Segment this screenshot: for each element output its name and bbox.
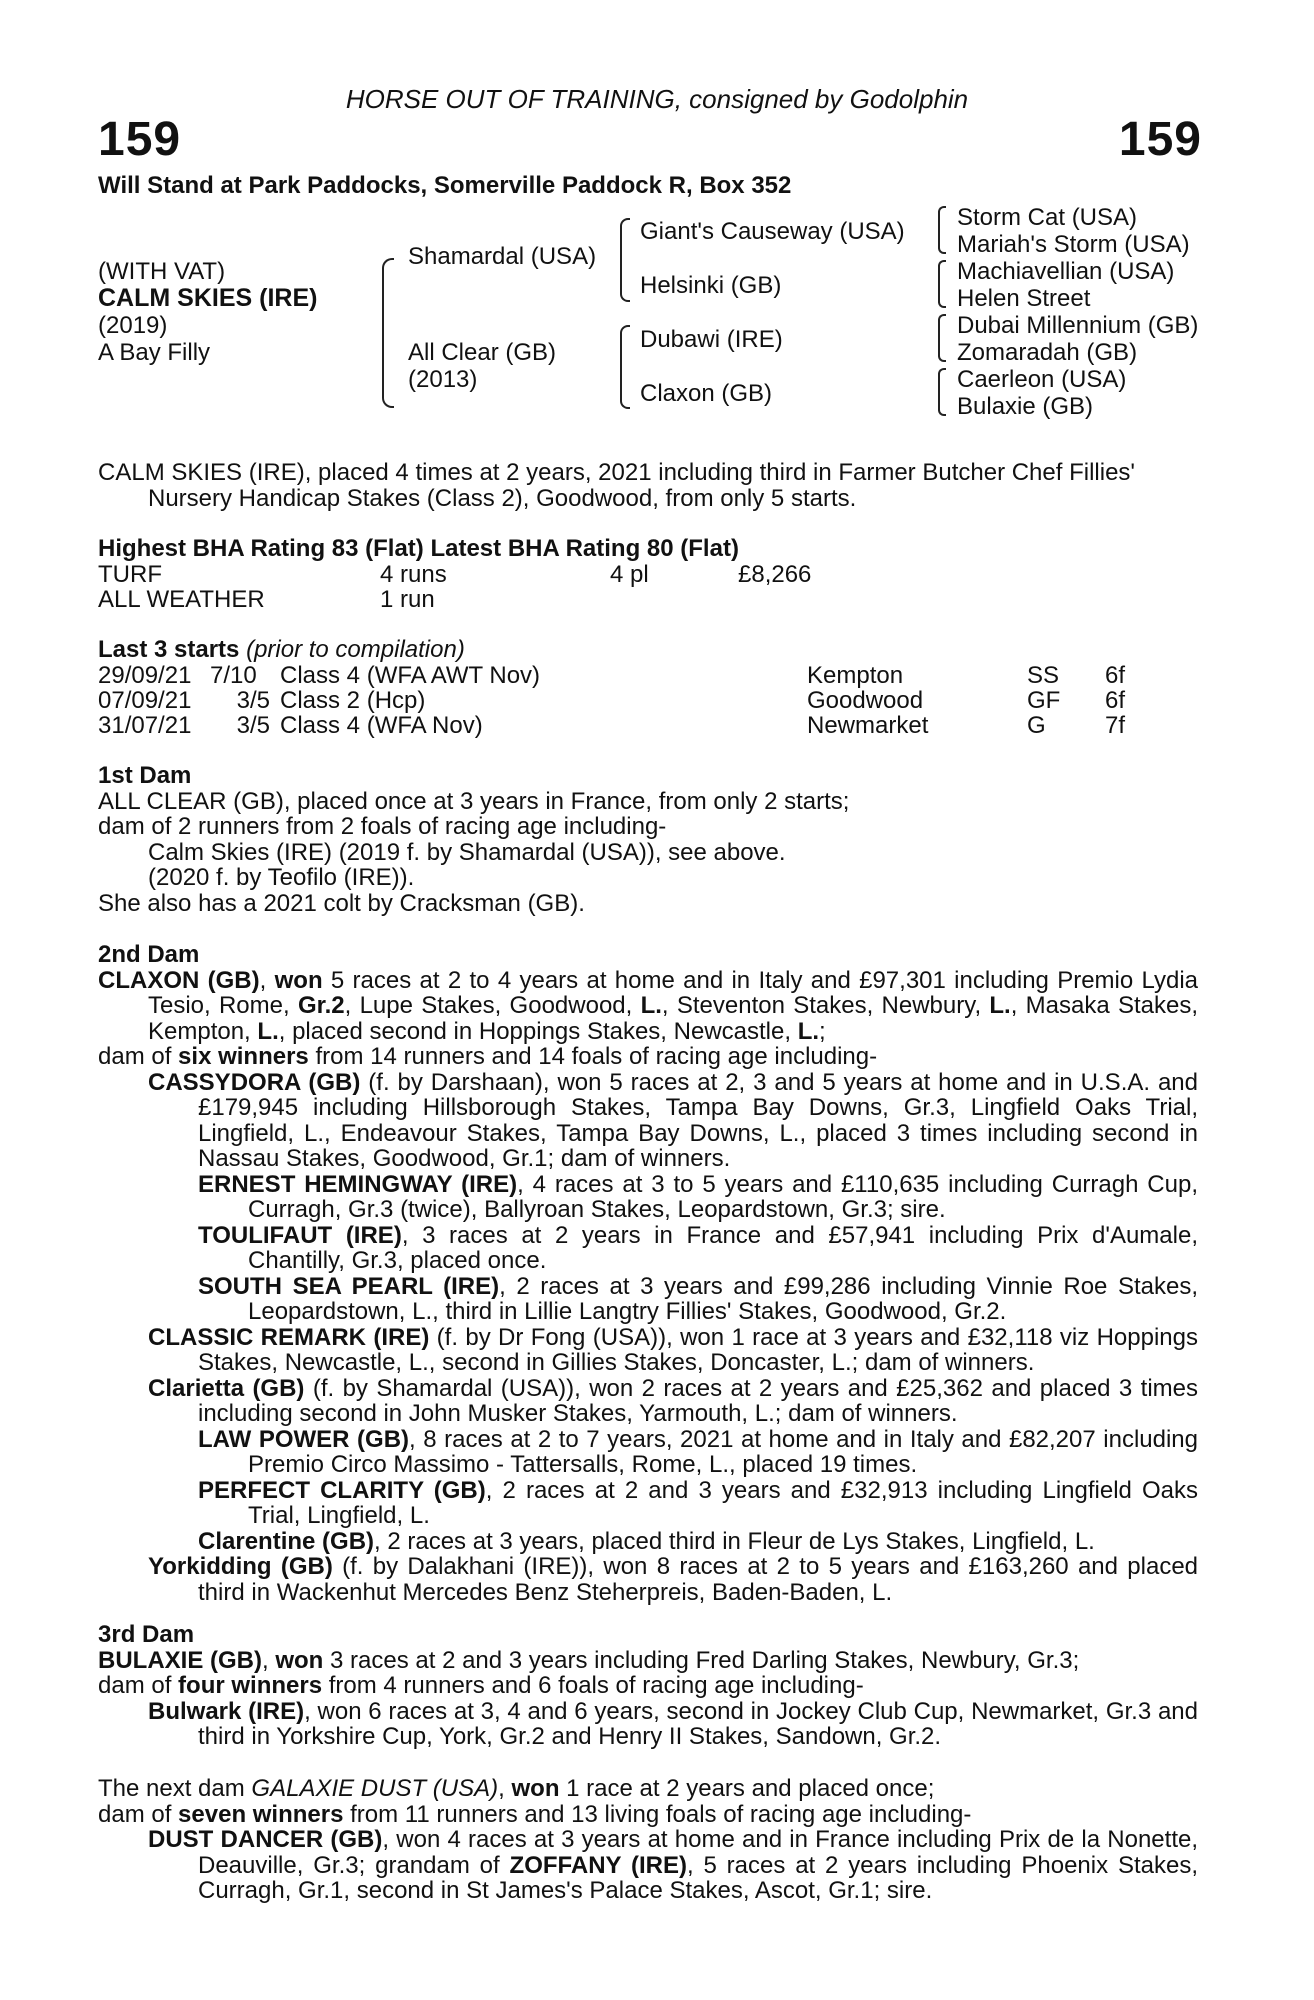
- dam: All Clear (GB): [408, 339, 557, 366]
- listed: L.: [257, 1017, 279, 1045]
- bulaxie-name: BULAXIE (GB): [98, 1646, 262, 1674]
- start-course: Kempton: [807, 661, 904, 689]
- produce-name: DUST DANCER (GB): [148, 1826, 383, 1853]
- summary-line-1: CALM SKIES (IRE), placed 4 times at 2 years, 2021 including third in Farmer Butcher Chef Fillies': [98, 459, 1136, 486]
- claxon-text: 5 races at 2 to 4 years at home and in Italy and £97,301 including Premio Lydia Tesio, Rome,: [148, 966, 1199, 1019]
- lot-number-right: 159: [1118, 113, 1202, 166]
- lot-number-left: 159: [98, 113, 182, 166]
- produce-name: SOUTH SEA PEARL (IRE): [198, 1272, 500, 1300]
- dam-of-rest: from 14 runners and 14 foals of racing age including-: [308, 1043, 878, 1070]
- first-dam-line: ALL CLEAR (GB), placed once at 3 years in France, from only 2 starts;: [98, 787, 850, 815]
- produce-name: TOULIFAUT (IRE): [198, 1221, 402, 1249]
- produce-text: (f. by Dr Fong (USA)), won 1 race at 3 years and £32,118 viz Hoppings Stakes, Newcastle, L., second in Gillies Stakes, Doncaster, L.; dam of winners.: [198, 1323, 1198, 1376]
- placed: 4 pl: [610, 560, 649, 588]
- claxon-text: ;: [819, 1017, 826, 1045]
- start-course: Goodwood: [807, 686, 924, 714]
- sire-dam: Helsinki (GB): [640, 272, 782, 299]
- produce-name: Bulwark (IRE): [148, 1697, 305, 1725]
- consignor-line: HORSE OUT OF TRAINING, consigned by Godolphin: [345, 84, 969, 114]
- next-dam-entry: The next dam GALAXIE DUST (USA), won 1 race at 2 years and placed once;: [98, 1775, 935, 1802]
- produce-name: Clarentine (GB): [198, 1527, 375, 1555]
- start-row: [98, 663, 1125, 688]
- last-starts-block: [98, 637, 1198, 738]
- pedigree-brace-5: [938, 260, 946, 308]
- listed: L.: [989, 992, 1011, 1019]
- start-distance: 7f: [1105, 711, 1126, 739]
- prize: [738, 587, 811, 612]
- claxon-entry: CLAXON (GB), won 5 races at 2 to 4 years at home and in Italy and £97,301 including Premio Lydia Tesio, Rome, Gr.2, Lupe Stakes, Goodwood, L., Steventon Stakes, Newbury, L., Masaka Stakes, Kempton, L., placed second in Hoppings Stakes, Newcastle, L.;: [98, 966, 1199, 1045]
- produce-name: ERNEST HEMINGWAY (IRE): [198, 1170, 518, 1198]
- next-dam-produce: [98, 1802, 1198, 1828]
- start-position: 3/5: [236, 686, 270, 714]
- ratings-table: [98, 562, 811, 612]
- produce-entry: [98, 1223, 1198, 1274]
- ped-dss: Dubai Millennium (GB): [957, 312, 1199, 339]
- sire: Shamardal (USA): [408, 243, 597, 270]
- produce-entry: [98, 1172, 1198, 1223]
- next-dam-intro: The next dam: [98, 1775, 252, 1802]
- prize: £8,266: [738, 560, 812, 588]
- foal-year: (2019): [98, 312, 168, 339]
- next-dam-name: GALAXIE DUST (USA): [251, 1775, 499, 1802]
- produce-name: PERFECT CLARITY (GB): [198, 1476, 486, 1504]
- start-race: Class 4 (WFA Nov): [280, 711, 483, 739]
- dam-dam: Claxon (GB): [640, 380, 773, 407]
- produce-entry: [98, 1427, 1198, 1478]
- second-dam-heading: 2nd Dam: [98, 941, 200, 968]
- produce-entry: [98, 1325, 1198, 1376]
- pedigree-brace-6: [938, 314, 946, 362]
- claxon-text: , placed second in Hoppings Stakes, Newcastle,: [278, 1017, 798, 1045]
- start-row: [98, 713, 1125, 738]
- grade: Gr.2: [297, 992, 345, 1019]
- start-distance: 6f: [1105, 661, 1126, 689]
- pedigree-brace-7: [938, 368, 946, 416]
- runs: 1 run: [380, 585, 435, 613]
- first-dam-line: dam of 2 runners from 2 foals of racing age including-: [98, 813, 667, 840]
- start-course: Newmarket: [807, 711, 929, 739]
- produce-text: , 5 races at 2 years including Phoenix Stakes, Curragh, Gr.1, second in St James's Palace Stakes, Ascot, Gr.1; sire.: [198, 1851, 1198, 1904]
- last-starts-table: [98, 663, 1125, 738]
- produce-text: , 2 races at 3 years and £99,286 including Vinnie Roe Stakes, Leopardstown, L., third in Lillie Langtry Fillies' Stakes, Goodwood, Gr.2.: [248, 1272, 1199, 1325]
- bulaxie-entry: BULAXIE (GB), won 3 races at 2 and 3 years including Fred Darling Stakes, Newbury, Gr.3;: [98, 1646, 1080, 1674]
- ped-dds: Caerleon (USA): [957, 366, 1127, 393]
- claxon-name: CLAXON (GB): [98, 966, 260, 994]
- ped-sdd: Helen Street: [957, 285, 1091, 312]
- produce-text: , 3 races at 2 years in France and £57,941 including Prix d'Aumale, Chantilly, Gr.3, placed once.: [248, 1221, 1198, 1274]
- start-race: Class 2 (Hcp): [280, 686, 426, 714]
- dam-of-rest: from 11 runners and 13 living foals of racing age including-: [343, 1800, 972, 1828]
- produce-name: CLASSIC REMARK (IRE): [148, 1323, 430, 1351]
- first-dam-heading: 1st Dam: [98, 762, 192, 789]
- bulaxie-produce: [98, 1673, 1198, 1699]
- dam-year: (2013): [408, 366, 478, 393]
- produce-name: Clarietta (GB): [148, 1374, 305, 1402]
- winners-count: four winners: [178, 1672, 323, 1699]
- start-position: 7/10: [210, 661, 257, 689]
- horse-name: CALM SKIES (IRE): [98, 284, 318, 312]
- next-dam-text: 1 race at 2 years and placed once;: [559, 1775, 935, 1802]
- start-date: 07/09/21: [98, 686, 192, 714]
- second-dam-block: [98, 942, 1198, 1605]
- ratings-row: [98, 562, 811, 587]
- pedigree-brace-3: [620, 325, 630, 409]
- start-date: 31/07/21: [98, 711, 192, 739]
- sire-sire: Giant's Causeway (USA): [640, 218, 905, 245]
- ratings-block: [98, 536, 1198, 612]
- dam-of: dam of: [98, 1672, 179, 1699]
- produce-entry: [98, 1554, 1198, 1605]
- listed: L.: [797, 1017, 820, 1045]
- stand-location: Will Stand at Park Paddocks, Somerville Paddock R, Box 352: [98, 172, 792, 199]
- produce-name: Yorkidding (GB): [148, 1553, 333, 1580]
- ped-sds: Machiavellian (USA): [957, 258, 1175, 285]
- produce-entry: [98, 1827, 1198, 1904]
- race-summary: [98, 460, 1198, 511]
- dam-of: dam of: [98, 1800, 179, 1828]
- third-dam-block: [98, 1622, 1198, 1750]
- produce-entry: [98, 1529, 1198, 1555]
- pedigree-brace-1: [382, 258, 394, 408]
- produce-name: CASSYDORA (GB): [148, 1068, 361, 1096]
- won-label: won: [274, 966, 323, 994]
- produce-text: , 2 races at 3 years, placed third in Fleur de Lys Stakes, Lingfield, L.: [374, 1527, 1095, 1555]
- runs: 4 runs: [380, 560, 447, 588]
- ped-ddd: Bulaxie (GB): [957, 393, 1094, 420]
- produce-entry: [98, 1699, 1198, 1750]
- last-starts-heading: Last 3 starts: [98, 636, 240, 663]
- start-distance: 6f: [1105, 686, 1126, 714]
- next-dam-block: [98, 1776, 1198, 1904]
- winners-count: seven winners: [178, 1800, 344, 1828]
- summary-line-2: Nursery Handicap Stakes (Class 2), Goodwood, from only 5 starts.: [148, 484, 857, 512]
- start-race: Class 4 (WFA AWT Nov): [280, 661, 541, 689]
- dam-of-rest: from 4 runners and 6 foals of racing age including-: [322, 1672, 864, 1699]
- produce-text: (f. by Shamardal (USA)), won 2 races at 2 years and £25,362 and placed 3 times including second in John Musker Stakes, Yarmouth, L.; dam of winners.: [198, 1374, 1199, 1427]
- produce-text: , won 4 races at 3 years at home and in France including Prix de la Nonette, Deauville, Gr.3; grandam of: [198, 1826, 1198, 1879]
- start-going: G: [1027, 711, 1046, 739]
- vat-note: (WITH VAT): [98, 258, 226, 285]
- start-position: 3/5: [236, 711, 270, 739]
- produce-text: , 4 races at 3 to 5 years and £110,635 including Curragh Cup, Curragh, Gr.3 (twice), Ballyroan Stakes, Leopardstown, Gr.3; sire.: [248, 1170, 1198, 1223]
- start-row: [98, 688, 1125, 713]
- winners-count: six winners: [178, 1043, 309, 1070]
- claxon-text: , Masaka Stakes, Kempton,: [148, 992, 1199, 1045]
- pedigree-brace-4: [938, 206, 946, 254]
- placed: [610, 587, 738, 612]
- ped-ssd: Mariah's Storm (USA): [957, 231, 1190, 258]
- pedigree-brace-2: [620, 218, 630, 302]
- produce-text: , 2 races at 2 and 3 years and £32,913 including Lingfield Oaks Trial, Lingfield, L.: [248, 1476, 1199, 1529]
- horse-description: A Bay Filly: [98, 339, 211, 366]
- third-dam-heading: 3rd Dam: [98, 1621, 195, 1648]
- start-going: SS: [1027, 661, 1060, 689]
- ratings-heading: Highest BHA Rating 83 (Flat) Latest BHA Rating 80 (Flat): [98, 535, 739, 562]
- surface: TURF: [98, 560, 162, 588]
- grandchild-name: ZOFFANY (IRE): [509, 1851, 687, 1879]
- listed: L.: [640, 992, 662, 1019]
- ped-sss: Storm Cat (USA): [957, 204, 1138, 231]
- claxon-text: , Lupe Stakes, Goodwood,: [344, 992, 641, 1019]
- start-going: GF: [1027, 686, 1061, 714]
- claxon-text: , Steventon Stakes, Newbury,: [661, 992, 990, 1019]
- produce-text: (f. by Dalakhani (IRE)), won 8 races at 2 to 5 years and £163,260 and placed third in Wackenhut Mercedes Benz Steherpreis, Baden-Baden, L.: [198, 1553, 1199, 1606]
- produce-text: , 8 races at 2 to 7 years, 2021 at home and in Italy and £82,207 including Premio Circo Massimo - Tattersalls, Rome, L., placed 19 times.: [248, 1425, 1198, 1478]
- surface: ALL WEATHER: [98, 585, 265, 613]
- produce-text: (f. by Darshaan), won 5 races at 2, 3 and 5 years at home and in U.S.A. and £179,945 including Hillsborough Stakes, Tampa Bay Downs, Gr.3, Lingfield Oaks Trial, Lingfield, L., Endeavour Stakes, Tampa Bay Downs, L., placed 3 times including second in Nassau Stakes, Goodwood, Gr.1; dam of winners.: [198, 1068, 1198, 1172]
- won-label: won: [275, 1646, 324, 1674]
- bulaxie-text: 3 races at 2 and 3 years including Fred Darling Stakes, Newbury, Gr.3;: [323, 1646, 1080, 1674]
- produce-entry: [98, 1070, 1198, 1172]
- first-dam-block: [98, 763, 1198, 916]
- produce-entry: [98, 1376, 1198, 1427]
- first-dam-line: Calm Skies (IRE) (2019 f. by Shamardal (USA)), see above.: [148, 838, 786, 866]
- produce-text: , won 6 races at 3, 4 and 6 years, second in Jockey Club Cup, Newmarket, Gr.3 and third in Yorkshire Cup, York, Gr.2 and Henry II Stakes, Sandown, Gr.2.: [198, 1697, 1198, 1750]
- dam-sire: Dubawi (IRE): [640, 326, 783, 353]
- dam-of: dam of: [98, 1043, 179, 1070]
- ratings-row: [98, 587, 811, 612]
- first-dam-line: She also has a 2021 colt by Cracksman (GB).: [98, 889, 585, 917]
- won-label: won: [511, 1775, 560, 1802]
- first-dam-line: (2020 f. by Teofilo (IRE)).: [148, 864, 415, 891]
- produce-name: LAW POWER (GB): [198, 1425, 410, 1453]
- produce-entry: [98, 1478, 1198, 1529]
- last-starts-note: (prior to compilation): [246, 636, 465, 663]
- ped-dsd: Zomaradah (GB): [957, 339, 1138, 366]
- start-date: 29/09/21: [98, 661, 192, 689]
- claxon-produce: [98, 1044, 1198, 1070]
- produce-entry: [98, 1274, 1198, 1325]
